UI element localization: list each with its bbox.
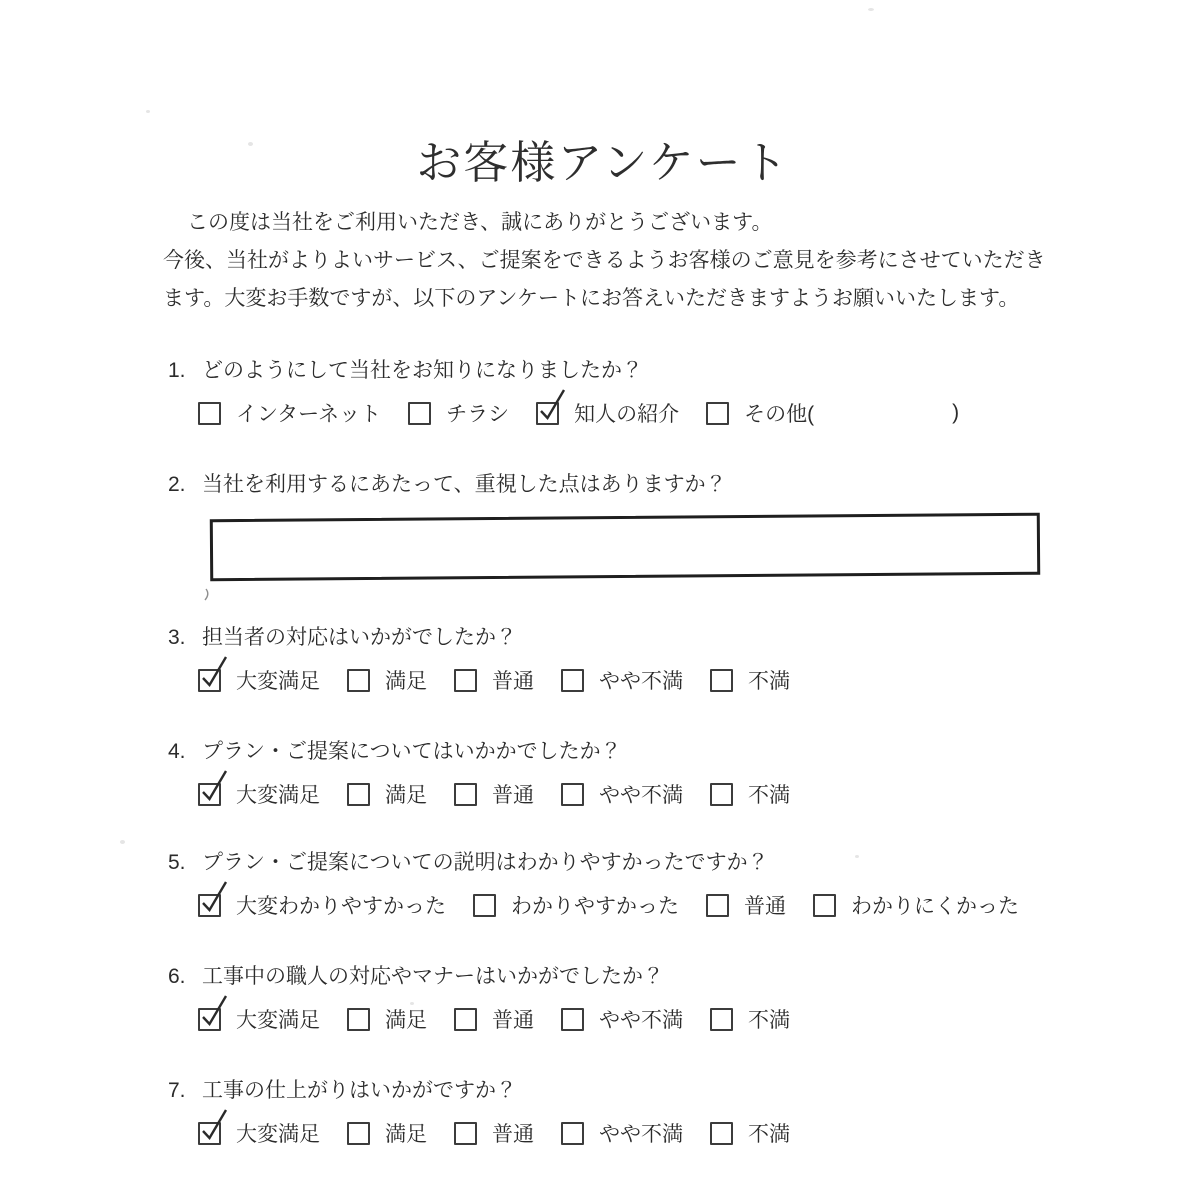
checkbox[interactable] bbox=[561, 1122, 584, 1145]
option-somewhat-dissatisfied bbox=[561, 1004, 683, 1034]
intro-line: この度は当社をご利用いただき、誠にありがとうございます。 bbox=[187, 211, 773, 234]
options-row bbox=[198, 1004, 790, 1034]
checkbox[interactable] bbox=[408, 402, 431, 425]
options-row bbox=[198, 779, 790, 809]
option-label: 大変満足 bbox=[236, 1123, 320, 1146]
option-hard-to-understand bbox=[813, 890, 1019, 920]
question-text: 担当者の対応はいかがでしたか？ bbox=[202, 626, 517, 649]
question-line bbox=[168, 848, 1019, 878]
option-satisfied bbox=[347, 665, 427, 695]
option-label: 普通 bbox=[492, 1009, 534, 1032]
question-4 bbox=[168, 737, 790, 809]
option-satisfied bbox=[347, 1004, 427, 1034]
checkbox[interactable] bbox=[454, 1122, 477, 1145]
options-row bbox=[198, 665, 790, 695]
question-2 bbox=[168, 470, 1040, 578]
question-text: 工事中の職人の対応やマナーはいかがでしたか？ bbox=[202, 965, 664, 988]
question-line bbox=[168, 962, 790, 992]
option-very-clear bbox=[198, 890, 446, 920]
question-3 bbox=[168, 623, 790, 695]
check-mark-icon bbox=[197, 654, 229, 692]
checkbox[interactable] bbox=[347, 783, 370, 806]
question-text: 当社を利用するにあたって、重視した点はありますか？ bbox=[202, 473, 727, 496]
checkbox[interactable] bbox=[473, 894, 496, 917]
option-label: やや不満 bbox=[599, 670, 683, 693]
option-label: 普通 bbox=[492, 1123, 534, 1146]
intro-paragraph bbox=[163, 204, 1068, 318]
question-text: プラン・ご提案についての説明はわかりやすかったですか？ bbox=[202, 851, 769, 874]
scan-artifact bbox=[120, 840, 125, 844]
question-number: 5. bbox=[168, 851, 186, 874]
question-7 bbox=[168, 1076, 790, 1148]
option-label: 満足 bbox=[385, 670, 427, 693]
scan-artifact bbox=[146, 110, 150, 113]
checkbox[interactable] bbox=[706, 894, 729, 917]
option-label: 不満 bbox=[748, 1123, 790, 1146]
option-label: やや不満 bbox=[599, 784, 683, 807]
checkbox[interactable] bbox=[198, 1122, 221, 1145]
option-label: 大変満足 bbox=[236, 670, 320, 693]
option-referral bbox=[536, 398, 679, 428]
question-number: 2. bbox=[168, 473, 186, 496]
option-label: 満足 bbox=[385, 784, 427, 807]
free-text-box[interactable] bbox=[210, 513, 1040, 582]
option-neutral bbox=[706, 890, 786, 920]
checkbox[interactable] bbox=[710, 1008, 733, 1031]
checkbox[interactable] bbox=[198, 894, 221, 917]
option-neutral bbox=[454, 1118, 534, 1148]
question-1 bbox=[168, 356, 959, 428]
check-mark-icon bbox=[535, 387, 567, 425]
scan-artifact bbox=[868, 8, 874, 11]
question-number: 7. bbox=[168, 1079, 186, 1102]
option-neutral bbox=[454, 665, 534, 695]
option-satisfied bbox=[347, 779, 427, 809]
page-title: お客様アンケート bbox=[416, 137, 790, 189]
option-other bbox=[706, 398, 959, 428]
option-flyer bbox=[408, 398, 509, 428]
intro-line: ます。大変お手数ですが、以下のアンケートにお答えいただきますようお願いいたします。 bbox=[163, 287, 1020, 310]
question-6 bbox=[168, 962, 790, 1034]
checkbox[interactable] bbox=[347, 1122, 370, 1145]
checkbox[interactable] bbox=[813, 894, 836, 917]
checkbox[interactable] bbox=[454, 1008, 477, 1031]
option-label: 不満 bbox=[748, 1009, 790, 1032]
check-mark-icon bbox=[197, 993, 229, 1031]
option-somewhat-dissatisfied bbox=[561, 779, 683, 809]
option-label: 大変わかりやすかった bbox=[236, 895, 446, 918]
option-label: 不満 bbox=[748, 784, 790, 807]
option-label: その他( bbox=[744, 403, 815, 426]
option-neutral bbox=[454, 1004, 534, 1034]
checkbox[interactable] bbox=[710, 1122, 733, 1145]
option-label: チラシ bbox=[446, 403, 510, 426]
option-label: 普通 bbox=[492, 670, 534, 693]
checkbox[interactable] bbox=[198, 783, 221, 806]
options-row bbox=[198, 1118, 790, 1148]
option-dissatisfied bbox=[710, 779, 790, 809]
checkbox[interactable] bbox=[198, 669, 221, 692]
check-mark-icon bbox=[197, 768, 229, 806]
option-label: わかりやすかった bbox=[511, 895, 679, 918]
intro-line: 今後、当社がよりよいサービス、ご提案をできるようお客様のご意見を参考にさせていただき bbox=[163, 249, 1046, 272]
checkbox[interactable] bbox=[561, 669, 584, 692]
option-label: 大変満足 bbox=[236, 784, 320, 807]
option-internet bbox=[198, 398, 381, 428]
question-text: どのようにして当社をお知りになりましたか？ bbox=[202, 359, 643, 382]
checkbox[interactable] bbox=[454, 669, 477, 692]
option-label: 普通 bbox=[492, 784, 534, 807]
option-clear bbox=[473, 890, 679, 920]
question-line bbox=[168, 470, 1040, 500]
question-number: 1. bbox=[168, 359, 186, 382]
checkbox[interactable] bbox=[198, 402, 221, 425]
question-line bbox=[168, 356, 959, 386]
checkbox[interactable] bbox=[706, 402, 729, 425]
checkbox[interactable] bbox=[561, 783, 584, 806]
option-satisfied bbox=[347, 1118, 427, 1148]
question-number: 4. bbox=[168, 740, 186, 763]
question-line bbox=[168, 737, 790, 767]
option-dissatisfied bbox=[710, 1004, 790, 1034]
checkbox[interactable] bbox=[710, 669, 733, 692]
question-number: 6. bbox=[168, 965, 186, 988]
option-very-satisfied bbox=[198, 1004, 320, 1034]
option-label: 満足 bbox=[385, 1009, 427, 1032]
close-paren: ) bbox=[952, 401, 960, 424]
scan-artifact bbox=[203, 588, 213, 602]
checkbox[interactable] bbox=[710, 783, 733, 806]
option-label: やや不満 bbox=[599, 1123, 683, 1146]
option-somewhat-dissatisfied bbox=[561, 1118, 683, 1148]
checkbox[interactable] bbox=[561, 1008, 584, 1031]
option-very-satisfied bbox=[198, 779, 320, 809]
check-mark-icon bbox=[197, 879, 229, 917]
checkbox[interactable] bbox=[454, 783, 477, 806]
options-row bbox=[198, 398, 959, 428]
checkbox[interactable] bbox=[347, 669, 370, 692]
question-text: プラン・ご提案についてはいかかでしたか？ bbox=[202, 740, 622, 763]
option-label: わかりにくかった bbox=[851, 895, 1019, 918]
question-line bbox=[168, 623, 790, 653]
option-label: 大変満足 bbox=[236, 1009, 320, 1032]
option-dissatisfied bbox=[710, 665, 790, 695]
option-label: やや不満 bbox=[599, 1009, 683, 1032]
option-label: 満足 bbox=[385, 1123, 427, 1146]
option-label: 不満 bbox=[748, 670, 790, 693]
option-very-satisfied bbox=[198, 665, 320, 695]
question-text: 工事の仕上がりはいかがですか？ bbox=[202, 1079, 517, 1102]
option-label: 知人の紹介 bbox=[574, 403, 680, 426]
option-dissatisfied bbox=[710, 1118, 790, 1148]
question-number: 3. bbox=[168, 626, 186, 649]
check-mark-icon bbox=[197, 1107, 229, 1145]
question-line bbox=[168, 1076, 790, 1106]
options-row bbox=[198, 890, 1019, 920]
checkbox[interactable] bbox=[347, 1008, 370, 1031]
option-label: インターネット bbox=[236, 403, 382, 426]
option-somewhat-dissatisfied bbox=[561, 665, 683, 695]
checkbox[interactable] bbox=[198, 1008, 221, 1031]
option-very-satisfied bbox=[198, 1118, 320, 1148]
option-neutral bbox=[454, 779, 534, 809]
question-5 bbox=[168, 848, 1019, 920]
checkbox[interactable] bbox=[536, 402, 559, 425]
option-label: 普通 bbox=[744, 895, 786, 918]
